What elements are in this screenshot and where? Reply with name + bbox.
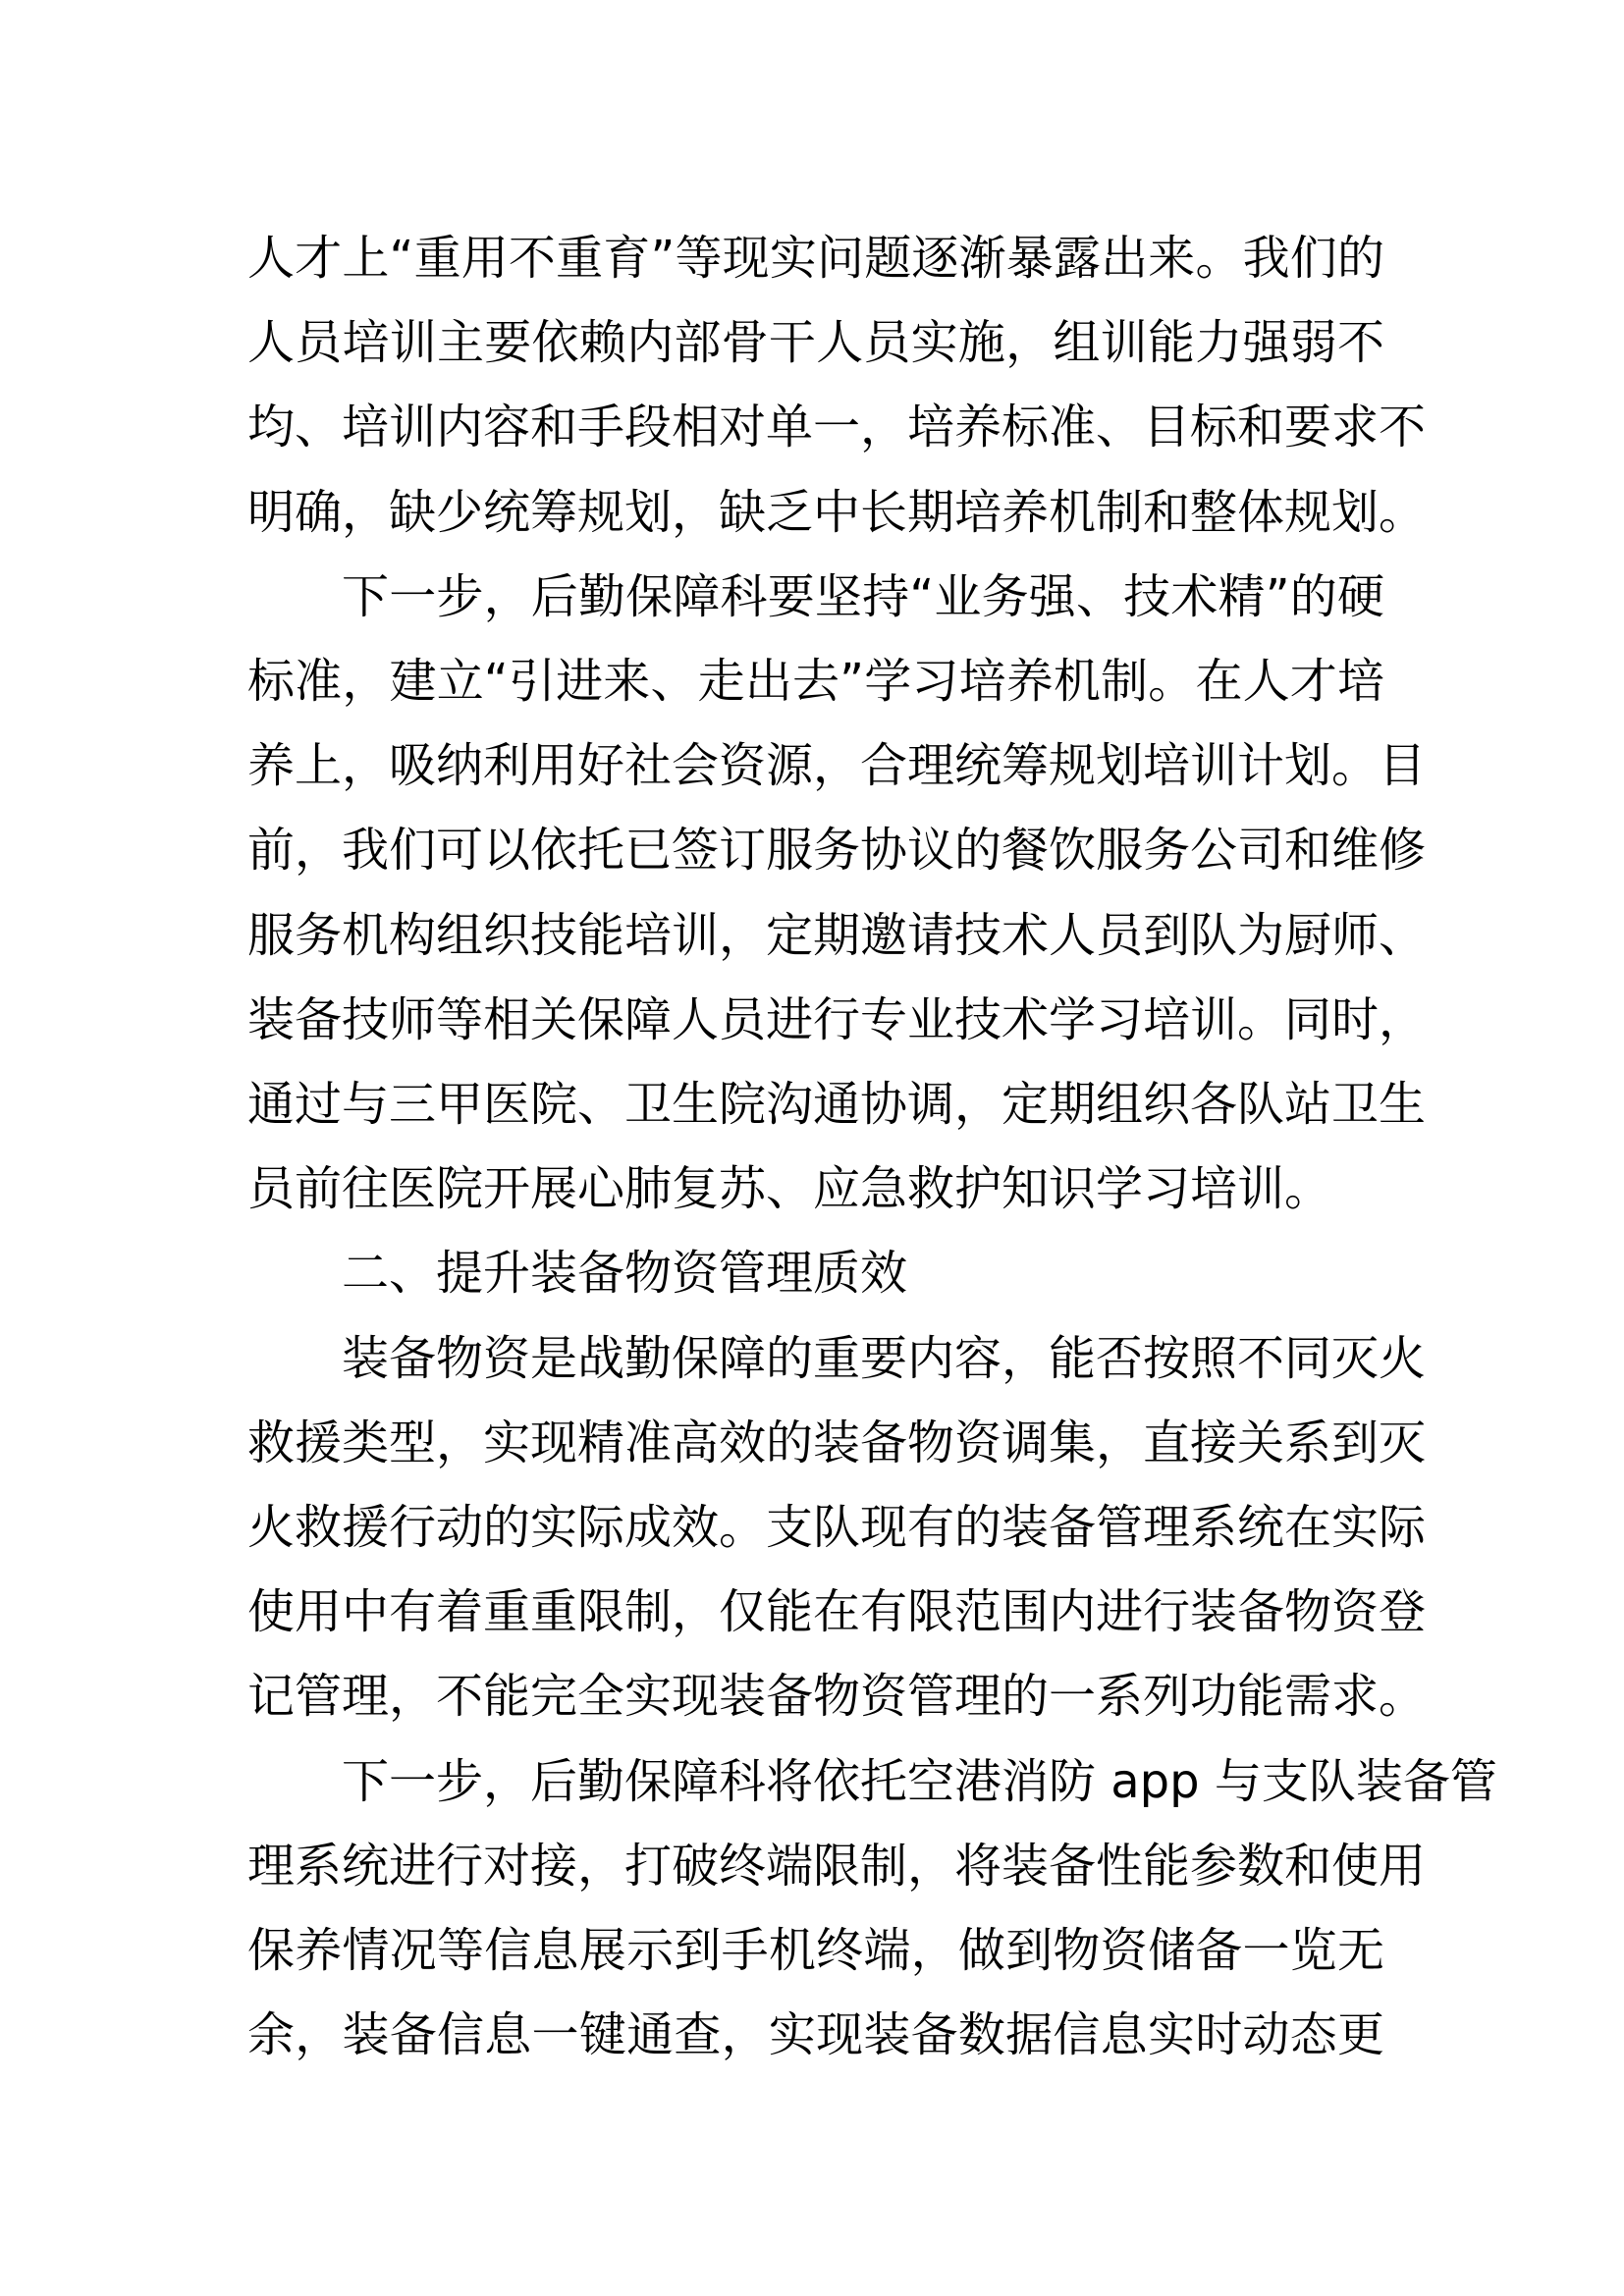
text-line: 装备技师等相关保障人员进行专业技术学习培训。同时， xyxy=(247,991,1427,1047)
text-line: 记管理，不能完全实现装备物资管理的一系列功能需求。 xyxy=(247,1669,1427,1725)
text-line: 余，装备信息一键通查，实现装备数据信息实时动态更 xyxy=(247,2007,1384,2063)
text-line: 人员培训主要依赖内部骨干人员实施，组训能力强弱不 xyxy=(247,315,1384,371)
text-line: 标准，建立“引进来、走出去”学习培养机制。在人才培 xyxy=(247,654,1384,710)
text-line: 保养情况等信息展示到手机终端，做到物资储备一览无 xyxy=(247,1923,1384,1979)
text-line: 通过与三甲医院、卫生院沟通协调，定期组织各队站卫生 xyxy=(247,1077,1427,1133)
text-line: 前，我们可以依托已签订服务协议的餐饮服务公司和维修 xyxy=(247,823,1427,879)
paragraph-1 xyxy=(247,216,1427,555)
text-line: 火救援行动的实际成效。支队现有的装备管理系统在实际 xyxy=(247,1500,1427,1556)
text-line: 服务机构组织技能培训，定期邀请技术人员到队为厨师、 xyxy=(247,907,1427,963)
text-line: 明确，缺少统筹规划，缺乏中长期培养机制和整体规划。 xyxy=(247,484,1427,540)
paragraph-4 xyxy=(247,1739,1497,2078)
text-line: 下一步，后勤保障科将依托空港消防 app 与支队装备管 xyxy=(342,1753,1497,1809)
text-line: 人才上“重用不重育”等现实问题逐渐暴露出来。我们的 xyxy=(247,231,1384,286)
paragraph-3 xyxy=(247,1316,1427,1739)
text-line: 下一步，后勤保障科要坚持“业务强、技术精”的硬 xyxy=(342,568,1384,624)
text-line: 理系统进行对接，打破终端限制，将装备性能参数和使用 xyxy=(247,1838,1427,1894)
text-line: 使用中有着重重限制，仅能在有限范围内进行装备物资登 xyxy=(247,1584,1427,1640)
text-line: 均、培训内容和手段相对单一，培养标准、目标和要求不 xyxy=(247,400,1427,455)
paragraph-2 xyxy=(247,555,1427,1232)
section-heading xyxy=(247,1231,1384,1315)
text-line: 养上，吸纳利用好社会资源，合理统筹规划培训计划。目 xyxy=(247,738,1427,794)
text-line: 员前往医院开展心肺复苏、应急救护知识学习培训。 xyxy=(247,1161,1332,1217)
text-line: 二、提升装备物资管理质效 xyxy=(342,1246,908,1302)
text-line: 装备物资是战勤保障的重要内容，能否按照不同灭火 xyxy=(342,1330,1427,1386)
document-body xyxy=(247,216,1497,2077)
text-line: 救援类型，实现精准高效的装备物资调集，直接关系到灭 xyxy=(247,1415,1427,1470)
